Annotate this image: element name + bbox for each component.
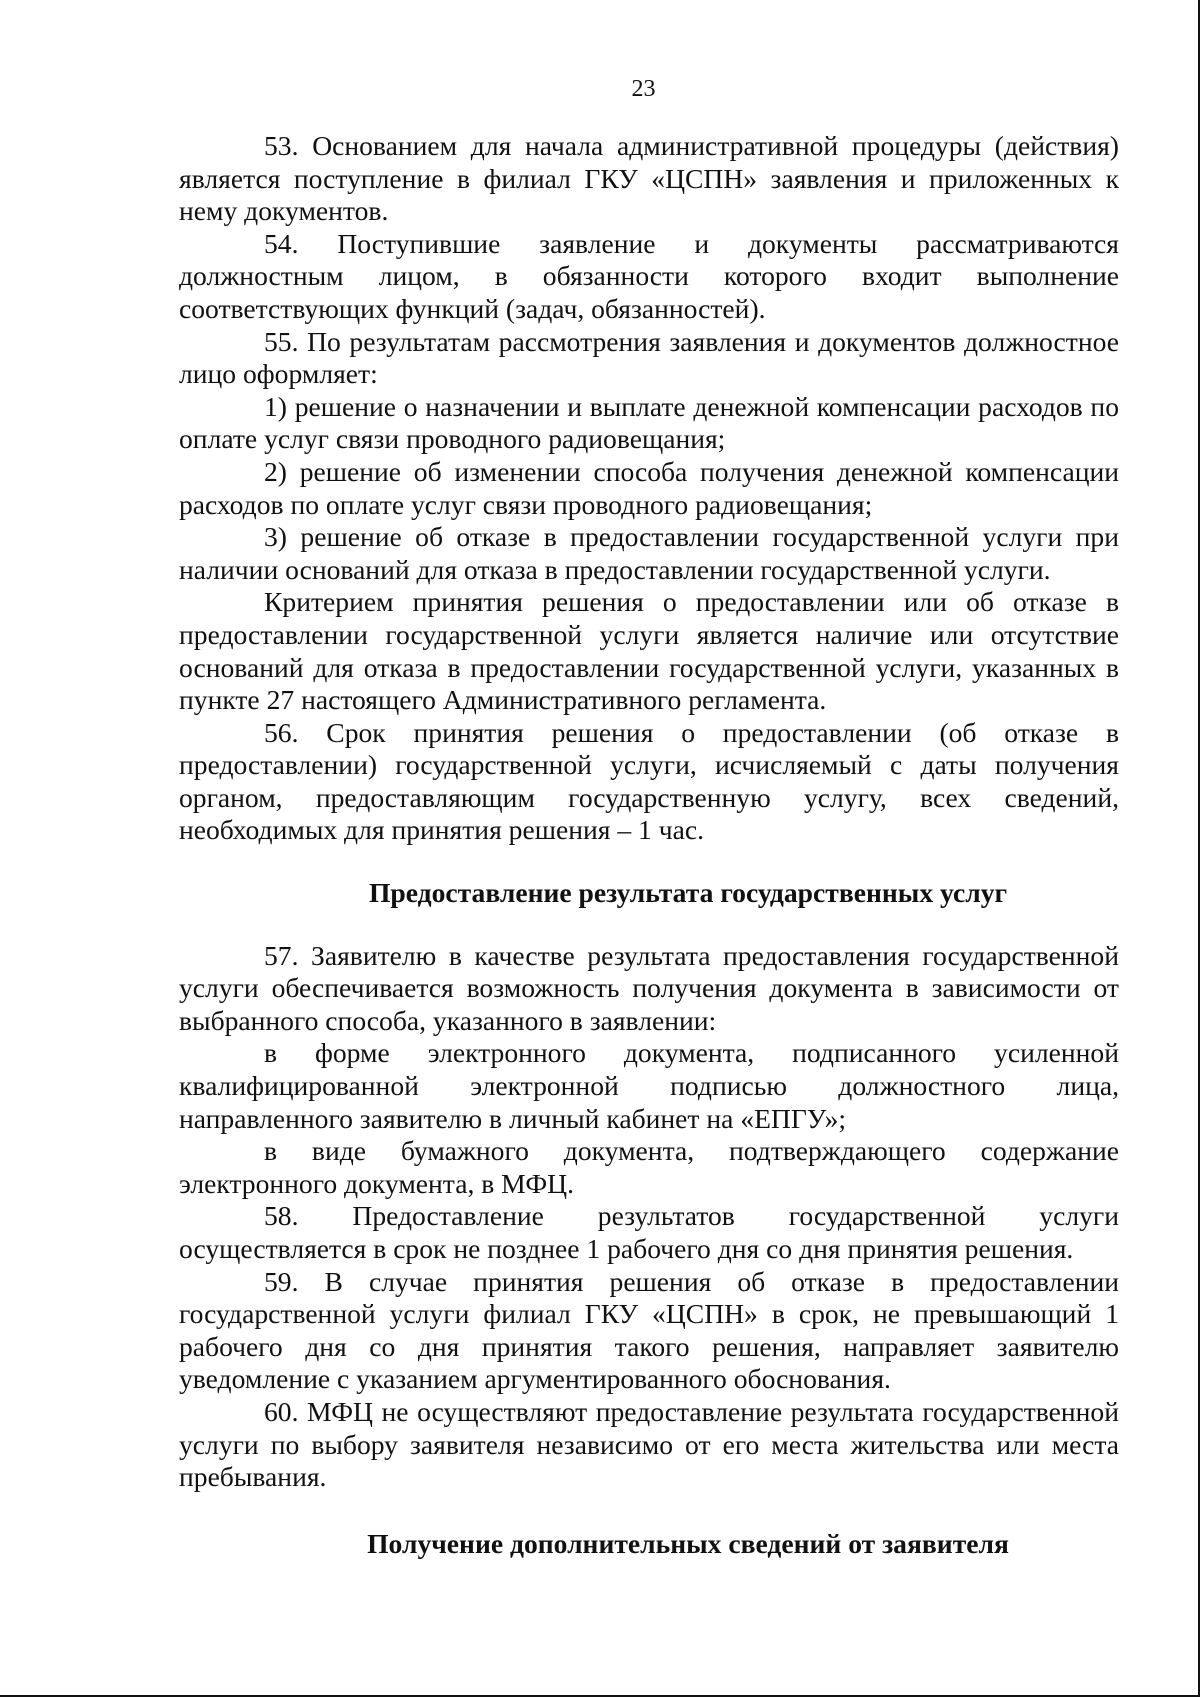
paragraph-58: 58. Предоставление результатов государственной услуги осуществляется в срок не позднее 1 рабочего дня со дня принятия решения.: [179, 1200, 1119, 1264]
document-body: [179, 130, 1119, 1560]
page-number: 23: [631, 76, 656, 102]
paragraph-54: 54. Поступившие заявление и документы рассматриваются должностным лицом, в обязанности которого входит выполнение соответствующих функций (задач, обязанностей).: [179, 227, 1119, 324]
section-heading-additional-info: Получение дополнительных сведений от заявителя: [367, 1527, 1009, 1559]
paragraph-60: 60. МФЦ не осуществляют предоставление результата государственной услуги по выбору заявителя независимо от его места жительства или места пребывания.: [179, 1395, 1119, 1493]
paragraph-59: 59. В случае принятия решения об отказе в предоставлении государственной услуги филиал ГКУ «ЦСПН» в срок, не превышающий 1 рабочего дня со дня принятия такого решения, направляет заявителю уведомление с указанием аргументированного обоснования.: [179, 1265, 1119, 1395]
list-item-3: 3) решение об отказе в предоставлении государственной услуги при наличии оснований для отказа в предоставлении государственной услуги.: [179, 521, 1119, 585]
paragraph-55: 55. По результатам рассмотрения заявления и документов должностное лицо оформляет:: [179, 325, 1119, 390]
paragraph-57: 57. Заявителю в качестве результата предоставления государственной услуги обеспечивается возможность получения документа в зависимости от выбранного способа, указанного в заявлении:: [179, 939, 1119, 1036]
paragraph-electronic-form: в форме электронного документа, подписанного усиленной квалифицированной электронной подписью должностного лица, направленного заявителю в личный кабинет на «ЕПГУ»;: [179, 1037, 1119, 1134]
paragraph-paper-form: в виде бумажного документа, подтверждающего содержание электронного документа, в МФЦ.: [179, 1135, 1119, 1199]
paragraph-criterion: Критерием принятия решения о предоставлении или об отказе в предоставлении государственной услуги является наличие или отсутствие оснований для отказа в предоставлении государственной услуги, указанных в пункте 27 настоящего Административного регламента.: [179, 586, 1119, 716]
paragraph-56: 56. Срок принятия решения о предоставлении (об отказе в предоставлении) государственной услуги, исчисляемый с даты получения органом, предоставляющим государственную услугу, всех сведений, необходимых для принятия решения – 1 час.: [179, 716, 1119, 846]
section-heading-results: Предоставление результата государственных услуг: [368, 877, 1008, 909]
list-item-1: 1) решение о назначении и выплате денежной компенсации расходов по оплате услуг связи проводного радиовещания;: [179, 390, 1119, 455]
list-item-2: 2) решение об изменении способа получения денежной компенсации расходов по оплате услуг связи проводного радиовещания;: [179, 455, 1119, 520]
paragraph-53: 53. Основанием для начала административной процедуры (действия) является поступление в филиал ГКУ «ЦСПН» заявления и приложенных к нему документов.: [179, 130, 1119, 227]
